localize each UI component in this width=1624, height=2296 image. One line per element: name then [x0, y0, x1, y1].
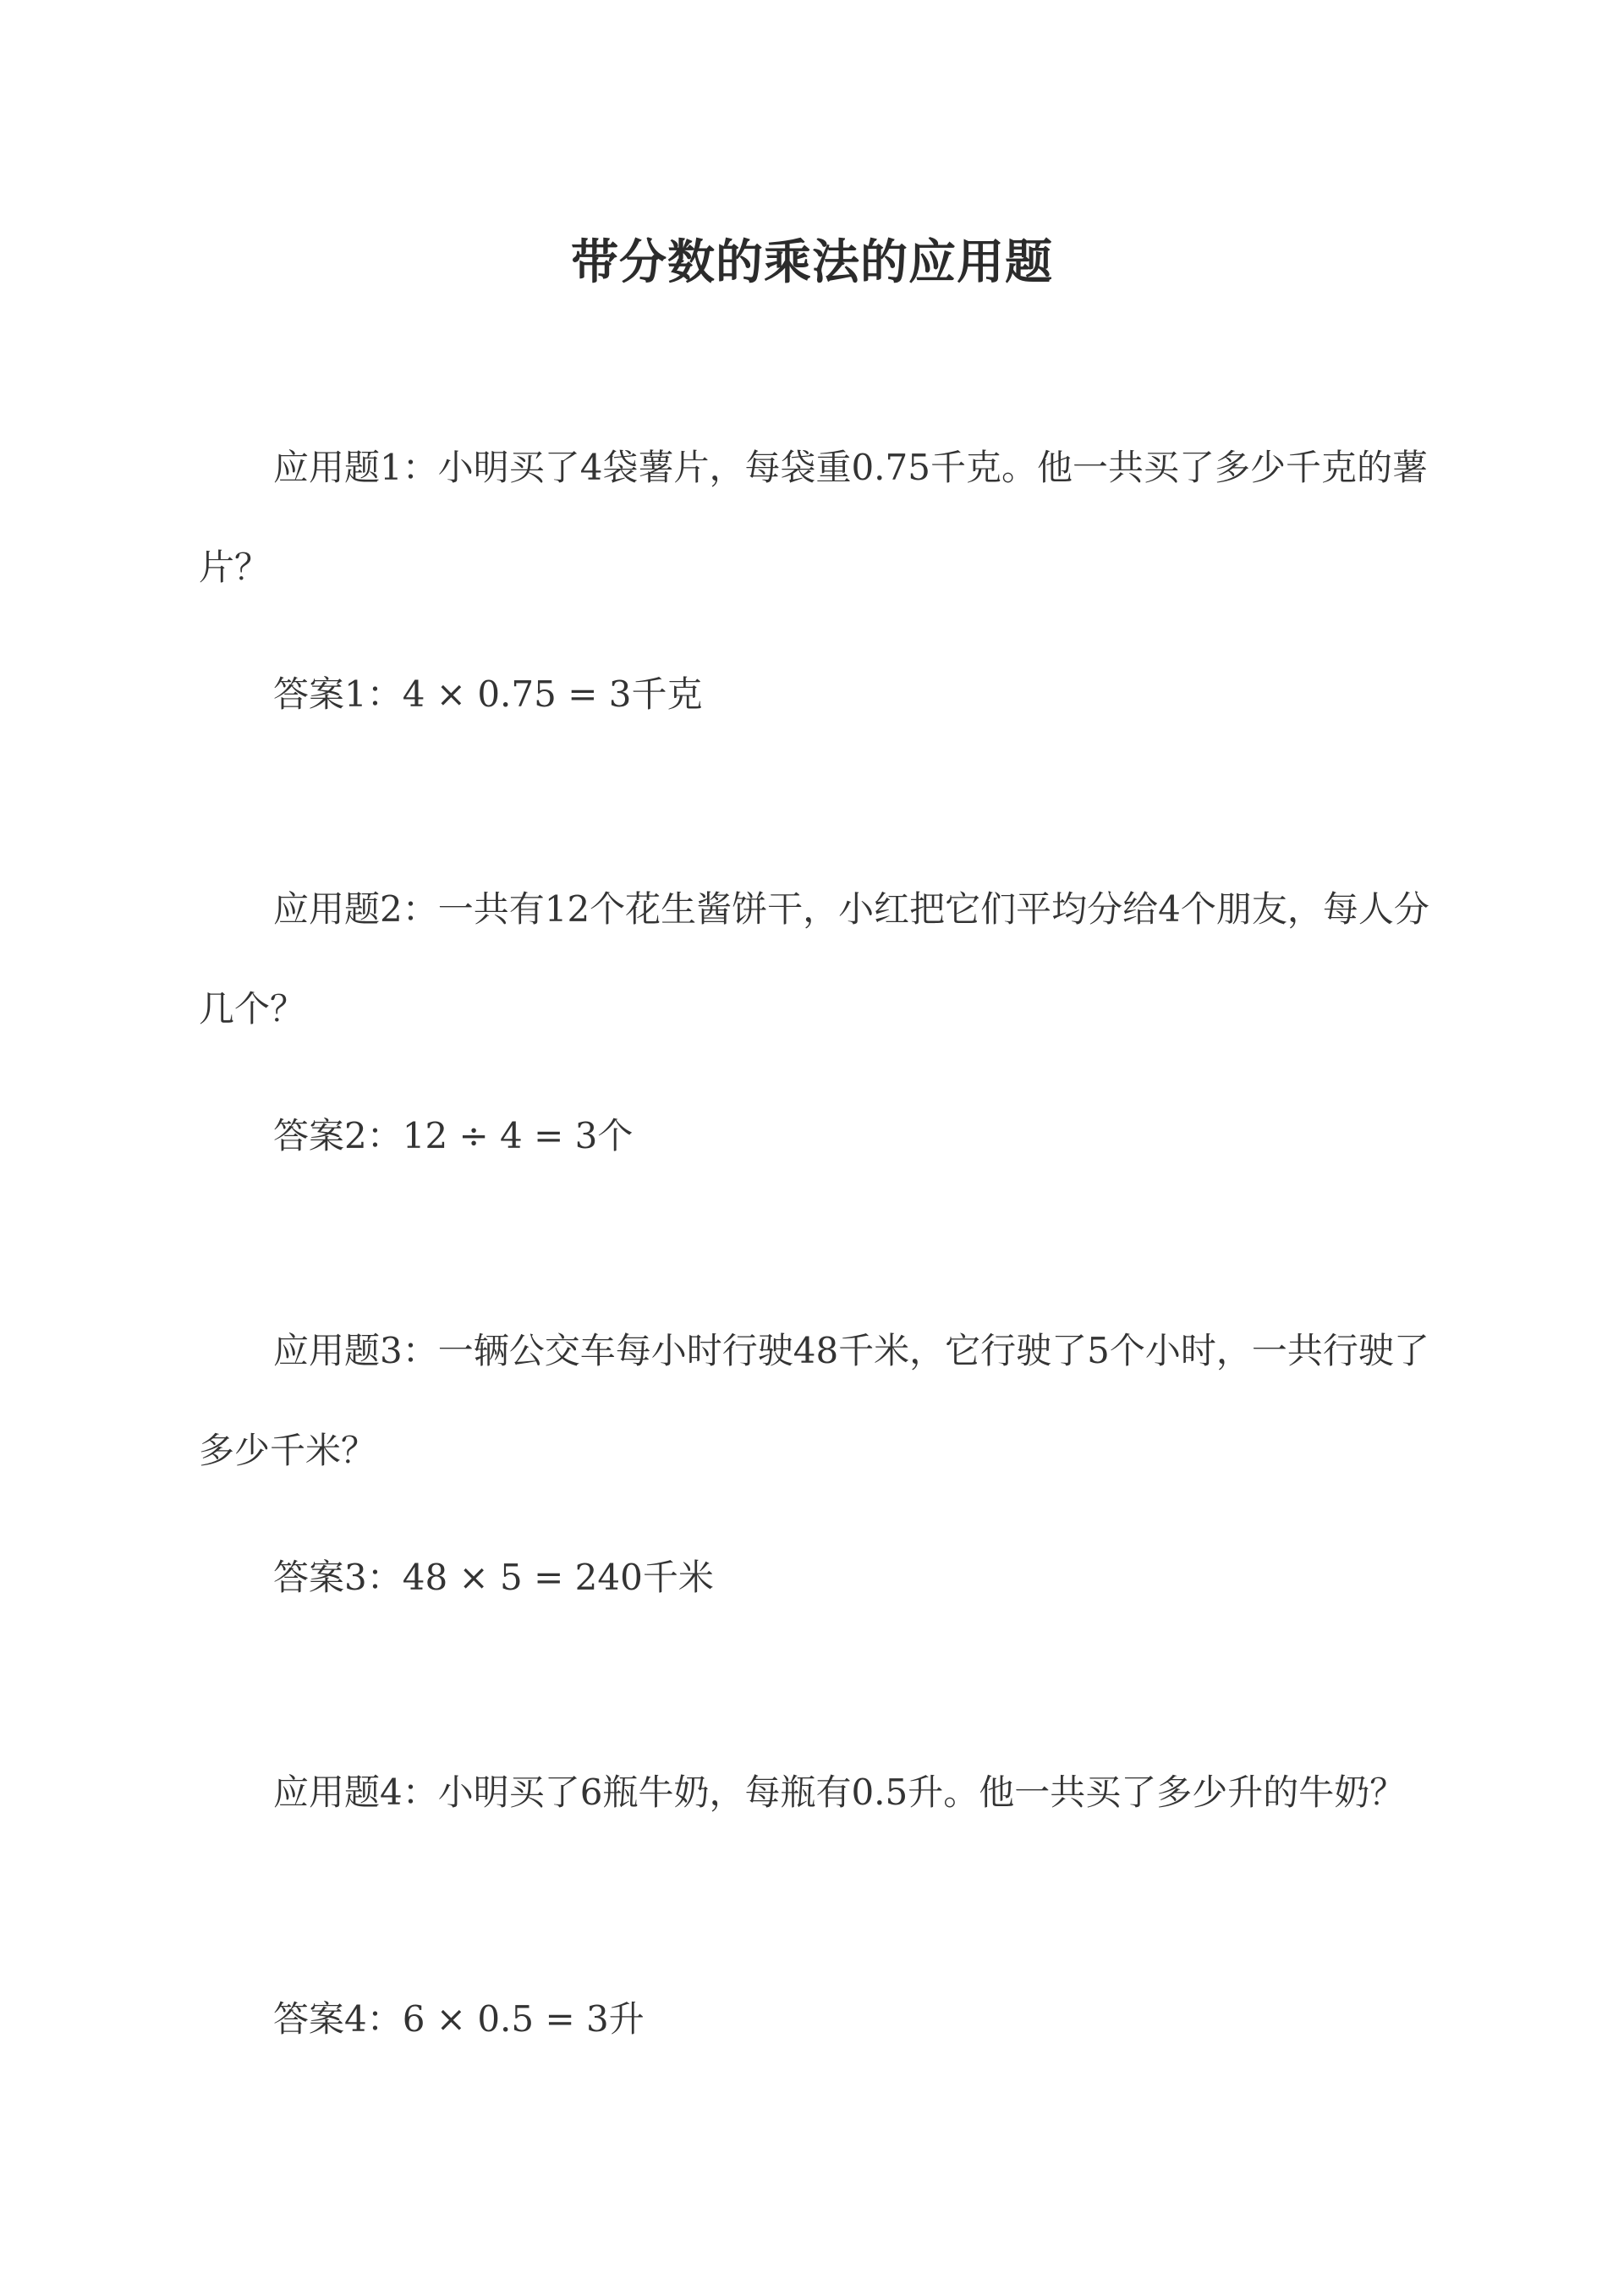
- question-2: 应用题2：一共有12个花生酱饼干，小红把它们平均分给4个朋友，每人分几个？: [199, 888, 1429, 1030]
- question-3: 应用题3：一辆公交车每小时行驶48千米，它行驶了5个小时，一共行驶了多少千米？: [199, 1330, 1429, 1471]
- answer-2: 答案2：12 ÷ 4 = 3个: [273, 1115, 634, 1156]
- document-title: 带分数的乘法的应用题: [571, 233, 1053, 290]
- answer-3: 答案3：48 × 5 = 240千米: [273, 1557, 714, 1598]
- question-1: 应用题1：小明买了4袋薯片，每袋重0.75千克。他一共买了多少千克的薯片？: [199, 447, 1428, 588]
- answer-1: 答案1：4 × 0.75 = 3千克: [273, 673, 703, 715]
- answer-4: 答案4：6 × 0.5 = 3升: [273, 1998, 645, 2040]
- question-4: 应用题4：小明买了6瓶牛奶，每瓶有0.5升。他一共买了多少升的牛奶？: [273, 1771, 1406, 1813]
